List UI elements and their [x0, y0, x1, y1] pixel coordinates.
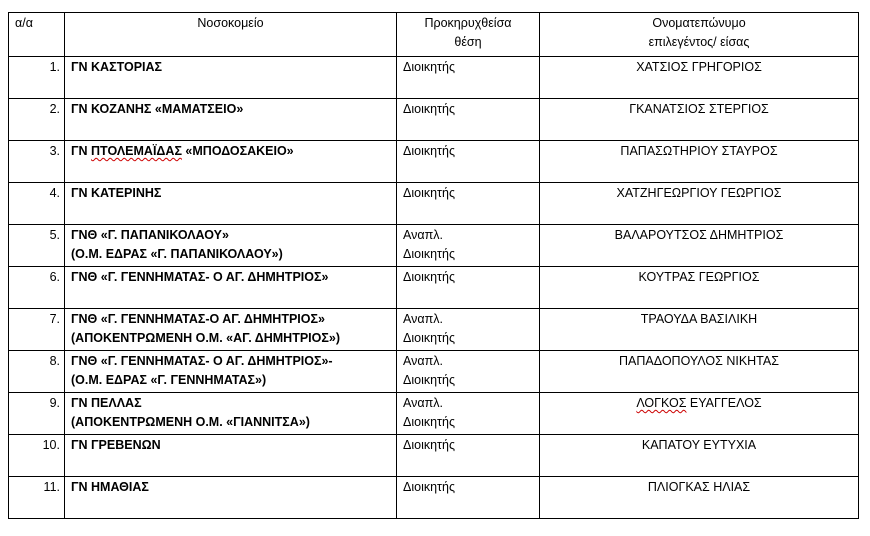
- appointee-name: ΚΟΥΤΡΑΣ ΓΕΩΡΓΙΟΣ: [540, 267, 859, 309]
- appointee-name: ΠΛΙΟΓΚΑΣ ΗΛΙΑΣ: [540, 477, 859, 519]
- header-name: [540, 13, 859, 57]
- hospital-line: (ΑΠΟΚΕΝΤΡΩΜΕΝΗ Ο.Μ. «ΑΓ. ΔΗΜΗΤΡΙΟΣ»): [71, 331, 340, 345]
- position-line: Διοικητής: [403, 480, 455, 494]
- appointee-name: ΓΚΑΝΑΤΣΙΟΣ ΣΤΕΡΓΙΟΣ: [540, 99, 859, 141]
- position-line: Διοικητής: [403, 270, 455, 284]
- position-line: Αναπλ.: [403, 354, 443, 368]
- row-number: 2.: [9, 99, 65, 141]
- hospital-cell: [65, 393, 397, 435]
- row-number: 1.: [9, 57, 65, 99]
- hospital-line: ΓΝ ΚΑΣΤΟΡΙΑΣ: [71, 60, 163, 74]
- hospital-cell: [65, 57, 397, 99]
- appointee-name: ΠΑΠΑΣΩΤΗΡΙΟΥ ΣΤΑΥΡΟΣ: [540, 141, 859, 183]
- hospital-line: ΓΝΘ «Γ. ΓΕΝΝΗΜΑΤΑΣ- Ο ΑΓ. ΔΗΜΗΤΡΙΟΣ»-: [71, 354, 333, 368]
- position-cell: [397, 183, 540, 225]
- hospital-line: ΓΝ ΗΜΑΘΙΑΣ: [71, 480, 149, 494]
- position-cell: [397, 57, 540, 99]
- hospital-cell: [65, 267, 397, 309]
- appointee-name: ΧΑΤΣΙΟΣ ΓΡΗΓΟΡΙΟΣ: [540, 57, 859, 99]
- hospital-line: (Ο.Μ. ΕΔΡΑΣ «Γ. ΓΕΝΝΗΜΑΤΑΣ»): [71, 373, 267, 387]
- table-row: [9, 351, 859, 393]
- table-row: [9, 477, 859, 519]
- table-row: [9, 393, 859, 435]
- position-cell: [397, 225, 540, 267]
- position-line: Αναπλ.: [403, 228, 443, 242]
- row-number: 5.: [9, 225, 65, 267]
- position-line: Διοικητής: [403, 247, 455, 261]
- position-cell: [397, 435, 540, 477]
- hospital-cell: [65, 309, 397, 351]
- position-line: Διοικητής: [403, 373, 455, 387]
- table-row: [9, 309, 859, 351]
- header-hospital: Νοσοκομείο: [65, 13, 397, 57]
- position-line: Αναπλ.: [403, 396, 443, 410]
- position-line: Διοικητής: [403, 144, 455, 158]
- position-line: Διοικητής: [403, 102, 455, 116]
- header-position: [397, 13, 540, 57]
- hospital-cell: [65, 225, 397, 267]
- row-number: 10.: [9, 435, 65, 477]
- hospital-line: ΓΝΘ «Γ. ΓΕΝΝΗΜΑΤΑΣ-Ο ΑΓ. ΔΗΜΗΤΡΙΟΣ»: [71, 312, 325, 326]
- table-body: [9, 57, 859, 519]
- position-cell: [397, 309, 540, 351]
- hospital-cell: [65, 99, 397, 141]
- position-cell: [397, 141, 540, 183]
- row-number: 7.: [9, 309, 65, 351]
- appointee-name: ΧΑΤΖΗΓΕΩΡΓΙΟΥ ΓΕΩΡΓΙΟΣ: [540, 183, 859, 225]
- appointee-name: ΠΑΠΑΔΟΠΟΥΛΟΣ ΝΙΚΗΤΑΣ: [540, 351, 859, 393]
- row-number: 6.: [9, 267, 65, 309]
- position-cell: [397, 351, 540, 393]
- position-cell: [397, 267, 540, 309]
- table-row: [9, 141, 859, 183]
- position-line: Αναπλ.: [403, 312, 443, 326]
- hospital-line: ΓΝ ΠΤΟΛΕΜΑΪΔΑΣ «ΜΠΟΔΟΣΑΚΕΙΟ»: [71, 144, 294, 158]
- row-number: 9.: [9, 393, 65, 435]
- table-row: [9, 57, 859, 99]
- header-aa: α/α: [9, 13, 65, 57]
- hospital-cell: [65, 477, 397, 519]
- hospital-line: (ΑΠΟΚΕΝΤΡΩΜΕΝΗ Ο.Μ. «ΓΙΑΝΝΙΤΣΑ»): [71, 415, 310, 429]
- position-cell: [397, 477, 540, 519]
- header-position-line: Προκηρυχθείσα: [424, 16, 512, 30]
- position-cell: [397, 99, 540, 141]
- appointee-name: ΒΑΛΑΡΟΥΤΣΟΣ ΔΗΜΗΤΡΙΟΣ: [540, 225, 859, 267]
- header-name-line: επιλεγέντος/ είσας: [648, 35, 750, 49]
- hospital-line: ΓΝ ΓΡΕΒΕΝΩΝ: [71, 438, 161, 452]
- hospital-cell: [65, 141, 397, 183]
- position-line: Διοικητής: [403, 186, 455, 200]
- header-position-line: θέση: [454, 35, 482, 49]
- hospital-cell: [65, 435, 397, 477]
- position-cell: [397, 393, 540, 435]
- table-row: [9, 225, 859, 267]
- table-row: [9, 267, 859, 309]
- hospital-cell: [65, 351, 397, 393]
- table-row: [9, 183, 859, 225]
- position-line: Διοικητής: [403, 60, 455, 74]
- hospital-line: ΓΝ ΚΟΖΑΝΗΣ «ΜΑΜΑΤΣΕΙΟ»: [71, 102, 244, 116]
- hospital-line: ΓΝ ΚΑΤΕΡΙΝΗΣ: [71, 186, 162, 200]
- position-line: Διοικητής: [403, 438, 455, 452]
- hospital-line: (Ο.Μ. ΕΔΡΑΣ «Γ. ΠΑΠΑΝΙΚΟΛΑΟΥ»): [71, 247, 283, 261]
- hospital-line: ΓΝΘ «Γ. ΓΕΝΝΗΜΑΤΑΣ- Ο ΑΓ. ΔΗΜΗΤΡΙΟΣ»: [71, 270, 329, 284]
- appointee-name: ΤΡΑΟΥΔΑ ΒΑΣΙΛΙΚΗ: [540, 309, 859, 351]
- appointee-name: ΛΟΓΚΟΣ ΕΥΑΓΓΕΛΟΣ: [540, 393, 859, 435]
- position-line: Διοικητής: [403, 415, 455, 429]
- header-row: [9, 13, 859, 57]
- header-name-line: Ονοματεπώνυμο: [652, 16, 746, 30]
- hospital-cell: [65, 183, 397, 225]
- table-row: [9, 435, 859, 477]
- row-number: 11.: [9, 477, 65, 519]
- appointments-table: [8, 12, 859, 519]
- row-number: 8.: [9, 351, 65, 393]
- row-number: 4.: [9, 183, 65, 225]
- position-line: Διοικητής: [403, 331, 455, 345]
- row-number: 3.: [9, 141, 65, 183]
- appointee-name: ΚΑΠΑΤΟΥ ΕΥΤΥΧΙΑ: [540, 435, 859, 477]
- table-row: [9, 99, 859, 141]
- hospital-line: ΓΝΘ «Γ. ΠΑΠΑΝΙΚΟΛΑΟΥ»: [71, 228, 229, 242]
- hospital-line: ΓΝ ΠΕΛΛΑΣ: [71, 396, 142, 410]
